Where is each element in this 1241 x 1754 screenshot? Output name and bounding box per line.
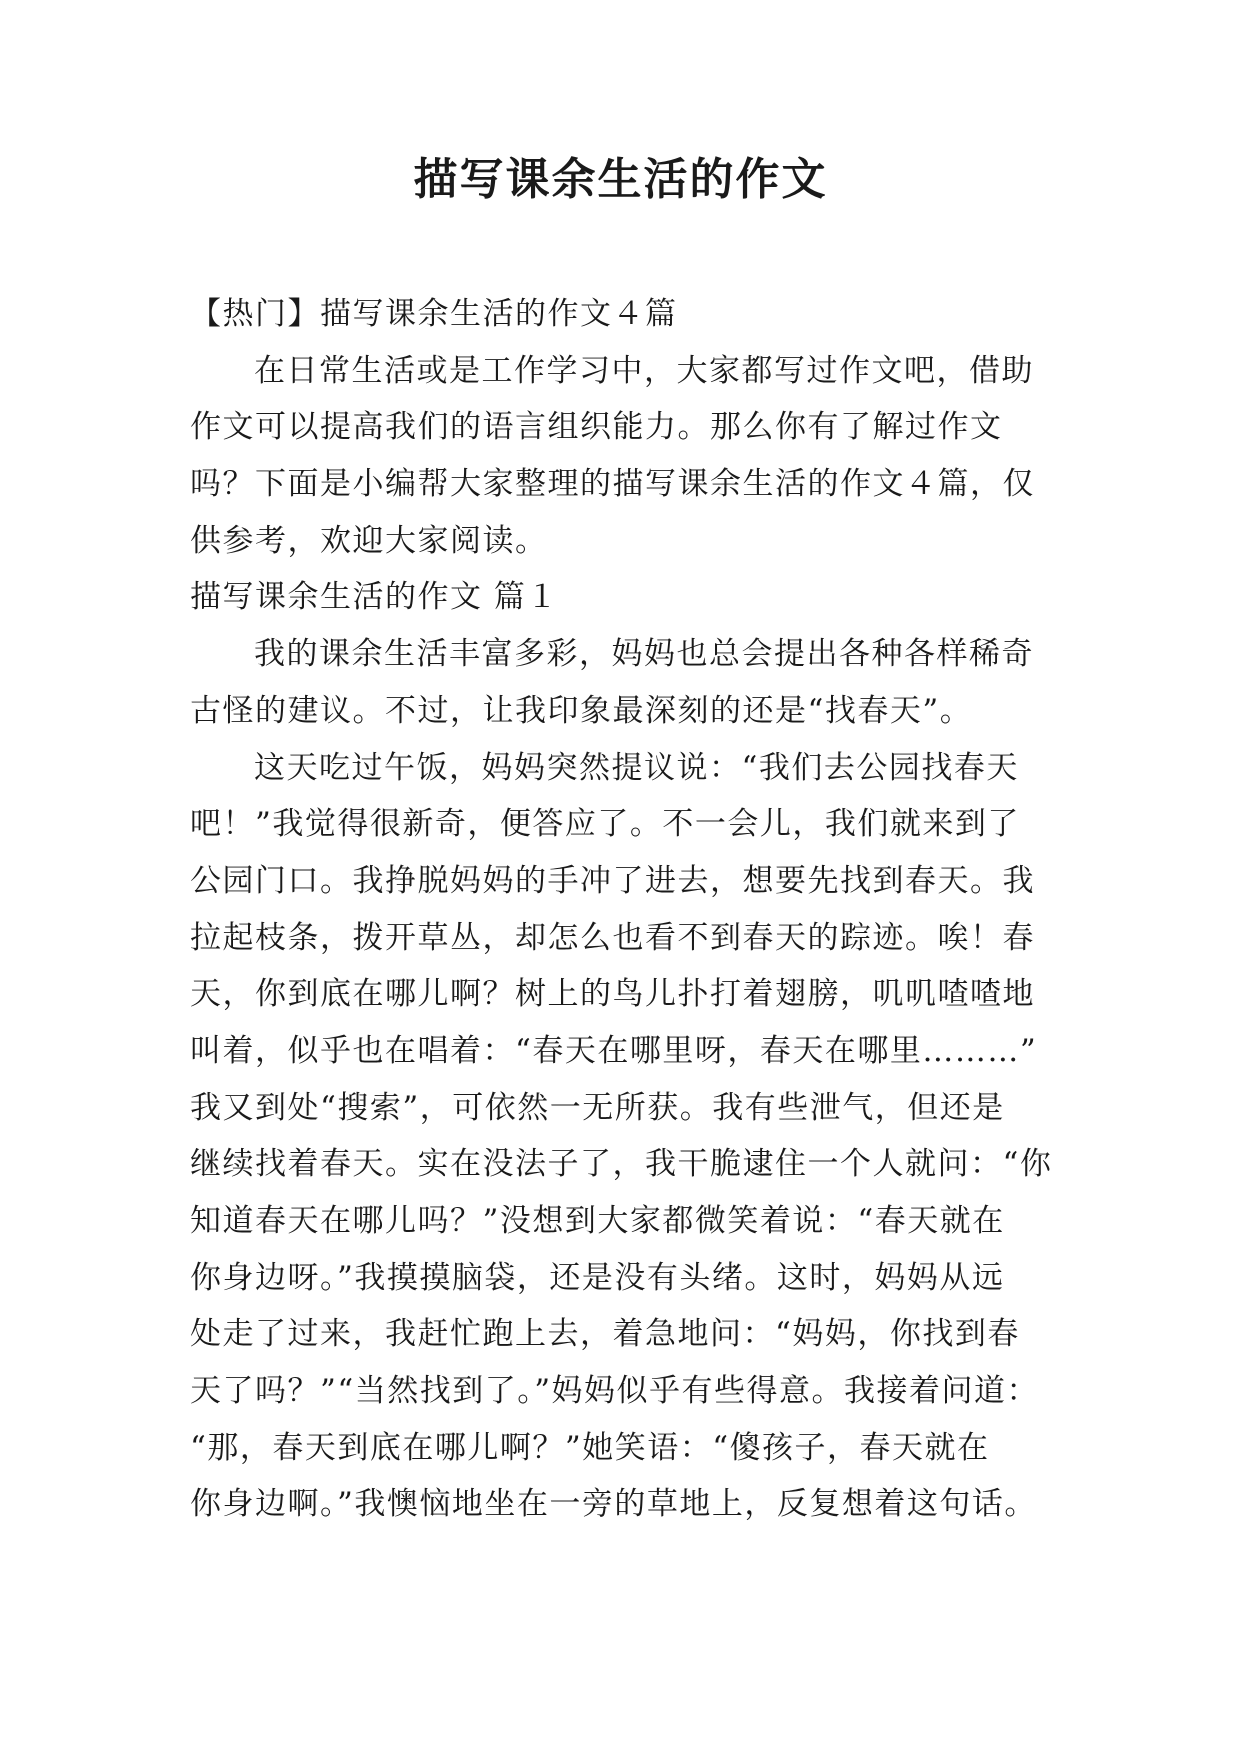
text-line: 【热门】描写课余生活的作文４篇 — [190, 296, 678, 332]
text-line: 拉起枝条，拨开草丛，却怎么也看不到春天的踪迹。唉！春 — [190, 919, 1035, 956]
text-line: 你身边呀。”我摸摸脑袋，还是没有头绪。这时，妈妈从远 — [190, 1259, 1005, 1296]
text-line: 作文可以提高我们的语言组织能力。那么你有了解过作文 — [190, 409, 1003, 446]
text-line: 公园门口。我挣脱妈妈的手冲了进去，想要先找到春天。我 — [190, 862, 1035, 899]
text-line: 叫着，似乎也在唱着：“春天在哪里呀，春天在哪里………” — [190, 1032, 1038, 1069]
text-line: 我又到处“搜索”，可依然一无所获。我有些泄气，但还是 — [190, 1089, 1005, 1126]
text-line: 天了吗？”“当然找到了。”妈妈似乎有些得意。我接着问道： — [190, 1373, 1040, 1410]
text-line: 知道春天在哪儿吗？”没想到大家都微笑着说：“春天就在 — [190, 1203, 1005, 1239]
text-line: 古怪的建议。不过，让我印象最深刻的还是“找春天”。 — [190, 692, 973, 729]
text-line: 我的课余生活丰富多彩，妈妈也总会提出各种各样稀奇 — [254, 636, 1034, 673]
text-line: 这天吃过午饭，妈妈突然提议说：“我们去公园找春天 — [254, 749, 1019, 786]
document-body — [190, 286, 1053, 1533]
text-line: 天，你到底在哪儿啊？树上的鸟儿扑打着翅膀，叽叽喳喳地 — [190, 976, 1035, 1013]
document-title: 描写课余生活的作文 — [413, 154, 828, 205]
text-line: 吗？下面是小编帮大家整理的描写课余生活的作文４篇，仅 — [190, 466, 1035, 503]
text-line: 你身边啊。”我懊恼地坐在一旁的草地上，反复想着这句话。 — [190, 1486, 1037, 1523]
text-line: 吧！”我觉得很新奇，便答应了。不一会儿，我们就来到了 — [190, 806, 1020, 843]
text-line: 供参考，欢迎大家阅读。 — [190, 522, 548, 559]
text-line: 处走了过来，我赶忙跑上去，着急地问：“妈妈，你找到春 — [190, 1316, 1020, 1353]
text-line: 描写课余生活的作文 篇１ — [190, 579, 559, 616]
text-line: “那，春天到底在哪儿啊？”她笑语：“傻孩子，春天就在 — [190, 1429, 990, 1466]
text-line: 在日常生活或是工作学习中，大家都写过作文吧，借助 — [254, 352, 1034, 389]
text-line: 继续找着春天。实在没法子了，我干脆逮住一个人就问：“你 — [190, 1146, 1053, 1183]
